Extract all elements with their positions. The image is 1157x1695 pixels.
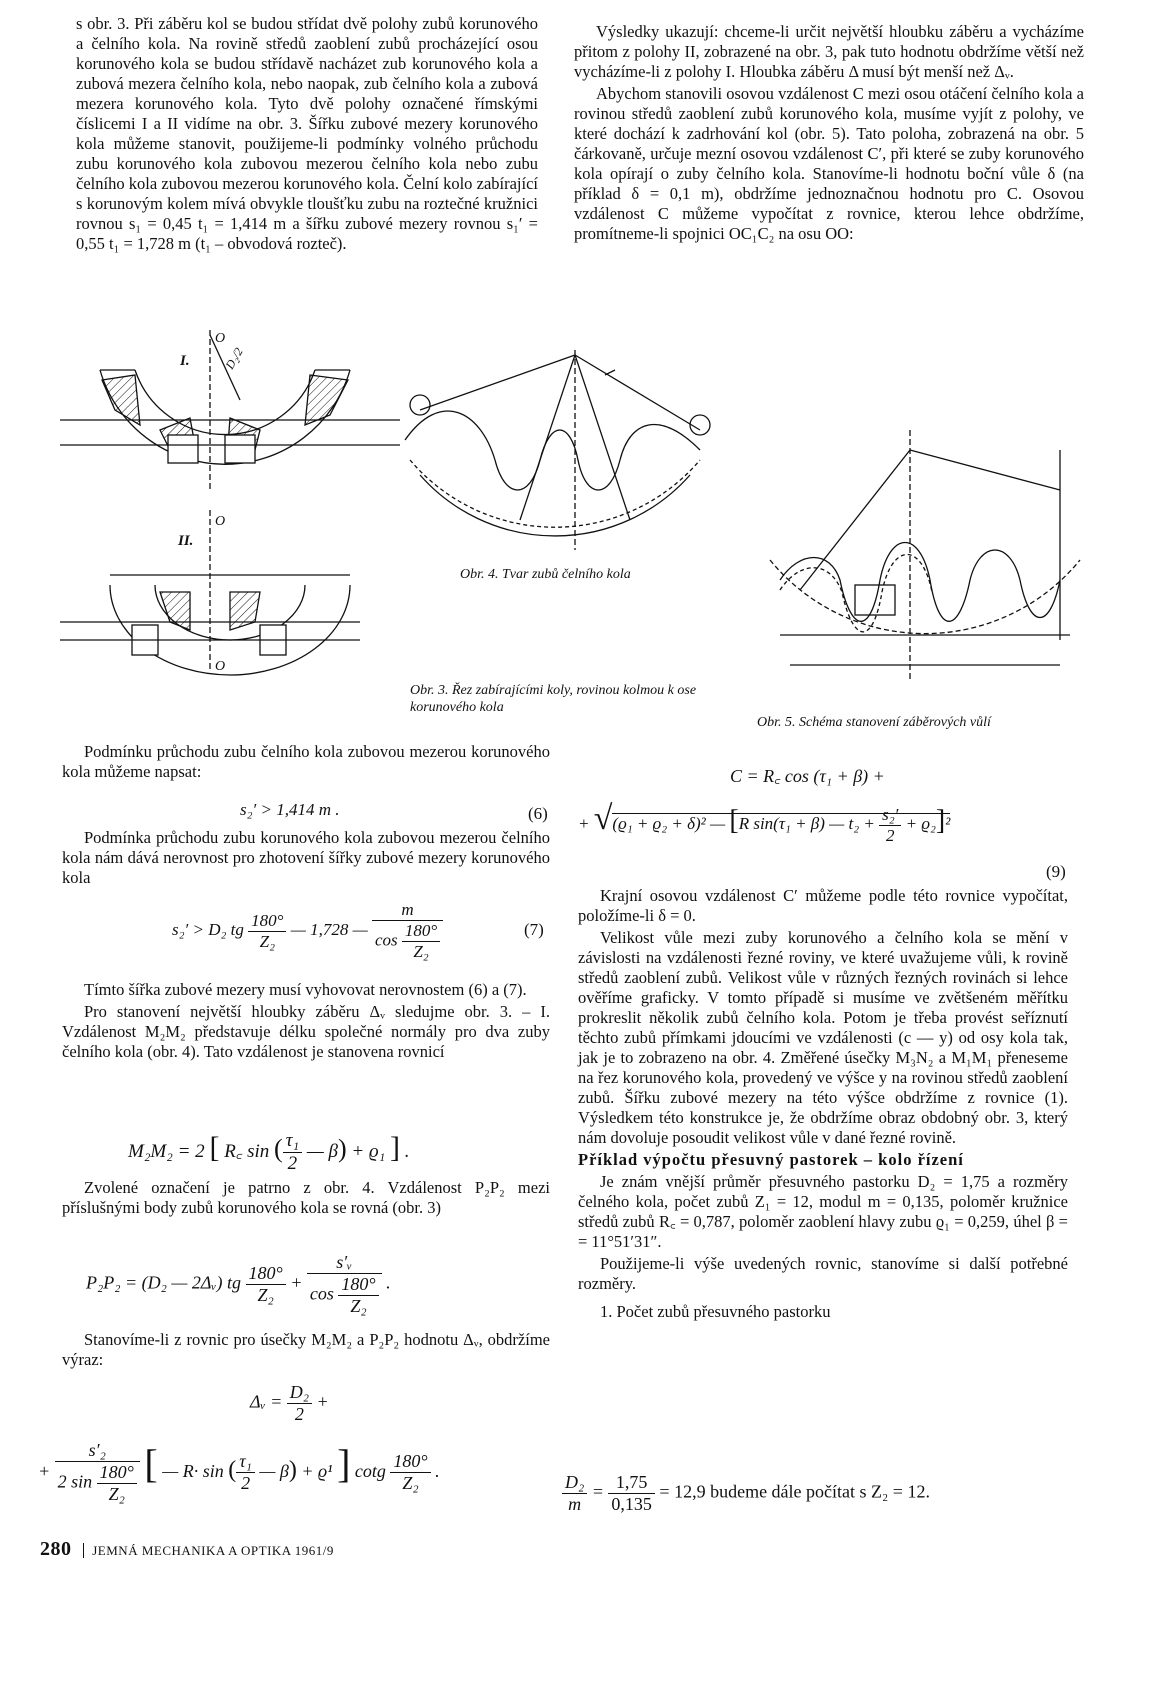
equation-p2p2: P₂P₂ = (D₂ — 2Δᵥ) tg $\frac{180^\circ}{\text{Z₂}}$ + s′ᵥ cos $\frac{180^\circ}{\text{Z₂}}$ . [86,1252,391,1316]
equation-6-number: (6) [528,804,548,823]
figure-4-caption: Obr. 4. Tvar zubů čelního kola [460,567,631,582]
figure-3-caption: Obr. 3. Řez zabírajícími koly, rovinou kolmou k ose korunového kola [410,683,697,715]
right-paragraph-6: Použijeme-li výše uvedených rovnic, stanovíme si další potřebné rozměry. [578,1254,1068,1293]
equation-9-top: C = R꜀ cos (τ₁ + β) + [730,766,885,786]
journal-name: JEMNÁ MECHANIKA A OPTIKA 1961/9 [83,1543,334,1558]
left-column-p3 [62,828,550,890]
left-column-p6 [62,1178,550,1220]
right-paragraph-3: Krajní osovou vzdálenost C′ můžeme podle této rovnice vypočítat, položíme-li δ = 0. [578,886,1068,925]
figure-3-label-D2: D₂/2 [222,345,246,372]
equation-6: s₂′ > 1,414 m . [240,800,340,819]
left-paragraph-1: s obr. 3. Při záběru kol se budou střídat dvě polohy zubů korunového a čelního kola. Na rovině středů zaoblení zubů procházející osou korunového kola se budou střídavě nacházet zub korunového kola a zubová mezera čelního kola, nebo naopak, zub čelního kola a zubová mezera korunového kola. Tyto dvě polohy označené římskými číslicemi I a II vidíme na obr. 3. Šířku zubové mezery korunového kola můžeme stanovit, použijeme-li podmínky volného průchodu zubu korunového kola zubovou mezerou čelního kola nebo zubu čelního kola zubovou mezerou korunového kola. Čelní kolo zabírající s korunovým kolem mívá obvykle tloušťku zubu na roztečné kružnici rovnou s₁ = 0,45 t₁ = 1,414 m a šířku zubové mezery rovnou s₁′ = 0,55 t₁ = 1,728 m (t₁ – obvodová rozteč). [76,14,538,253]
left-paragraph-5: Pro stanovení největší hloubky záběru Δᵥ sledujme obr. 3. – I. Vzdálenost M₂M₂ představuje délku společné normály pro dva zuby čelního kola (obr. 4). Tato vzdálenost je stanovena rovnicí [62,1002,550,1061]
example-heading: Příklad výpočtu přesuvný pastorek – kolo řízení [578,1150,964,1169]
left-paragraph-6: Zvolené označení je patrno z obr. 4. Vzdálenost P₂P₂ mezi příslušnými body zubů korunového kola se rovná (obr. 3) [62,1178,550,1217]
equation-delta-bottom: + s′₂ 2 sin $\frac{180^\circ}{\text{Z₂}}$ [ — R· sin ( $\frac{\text{τ₁}}{2}$ — β) + ϱ¹ ] cotg $\frac{180^\circ}{\text{Z₂}}$ . [38,1440,440,1505]
equation-z2-calc: $\frac{\text{D₂}}{m}$ = $\frac{1,75}{0,135}$ = 12,9 budeme dále počítat s Z₂ = 12. [562,1472,930,1515]
figure-5-drawing [760,430,1100,680]
page-footer [40,1538,334,1561]
list-item-1: 1. Počet zubů přesuvného pastorku [600,1302,831,1321]
equation-z2-result: = 12,9 budeme dále počítat s Z₂ = 12. [659,1481,930,1502]
equation-m2m2: M₂M₂ = 2 [ R꜀ sin ( $\frac{\text{τ₁}}{2}$ — β) + ϱ₁ ] . [128,1130,410,1174]
figure-3-label-II: II. [178,533,194,549]
left-column-p4 [62,980,550,1064]
equation-delta-top: Δᵥ = $\frac{\text{D₂}}{2}$ + [250,1382,329,1424]
left-paragraph-2: Podmínku průchodu zubu čelního kola zubovou mezerou korunového kola můžeme napsat: [62,742,550,781]
right-paragraph-2: Abychom stanovili osovou vzdálenost C mezi osou otáčení čelního kola a rovinou středů zaoblení zubů korunového kola, musíme vyjít z polohy, ve které dochází k zadrhování kol (obr. 5). Tato poloha, zobrazená na obr. 5 čárkovaně, určuje mezní osovou vzdálenost C′, při které se zuby korunového kola opírají o zuby čelního kola. Stanovíme-li hodnotu boční vůle δ (na příklad δ = 0,1 m), obdržíme jednoznačnou hodnotu pro C. Osovou vzdálenost C můžeme vypočítat z rovnice, kterou lehce obdržíme, promítneme-li spojnici OC₁C₂ na osu OO: [574,84,1084,243]
equation-9-number: (9) [1046,862,1066,881]
left-column-body [62,742,550,784]
figure-3-label-O-mid: O [215,514,226,529]
figure-5-caption: Obr. 5. Schéma stanovení záběrových vůlí [757,715,991,730]
page-number: 280 [40,1538,72,1560]
equation-7: s₂′ > D₂ tg $\frac{180^\circ}{\text{Z₂}}$ — 1,728 — m cos $\frac{180^\circ}{\text{Z₂}}$ [172,900,443,962]
left-column-p7 [62,1330,550,1372]
figure-3-label-O-top: O [215,331,226,346]
right-paragraph-5: Je znám vnější průměr přesuvného pastorku D₂ = 1,75 a rozměry čelného kola, počet zubů Z₁ = 12, modul m = 0,135, poloměr kružnice středů zubů R꜀ = 0,787, poloměr zaoblení hlavy zubu ϱ₁ = 0,259, úhel β = = 11°51′31″. [578,1172,1068,1251]
left-paragraph-7: Stanovíme-li z rovnic pro úsečky M₂M₂ a P₂P₂ hodnotu Δᵥ, obdržíme výraz: [62,1330,550,1369]
left-paragraph-4: Tímto šířka zubové mezery musí vyhovovat nerovnostem (6) a (7). [84,980,527,999]
equation-9-bottom: + √(ϱ₁ + ϱ₂ + δ)² — [R sin(τ₁ + β) — t₂ + $\frac{\text{s₂′}}{2}$ + ϱ₂]² [578,800,951,845]
equation-7-number: (7) [524,920,544,939]
right-paragraph-1: Výsledky ukazují: chceme-li určit největší hloubku záběru a vycházíme přitom z polohy II, zobrazené na obr. 3, pak tuto hodnotu obdržíme větší než vycházíme-li z polohy I. Hloubka záběru Δ musí být menší než Δᵥ. [574,22,1084,81]
left-paragraph-3: Podmínka průchodu zubu korunového kola zubovou mezerou čelního kola nám dává nerovnost pro zhotovení šířky zubové mezery korunového kola [62,828,550,887]
figure-3-label-O-bottom: O [215,659,226,674]
figure-3-label-I: I. [180,353,190,369]
right-paragraph-4: Velikost vůle mezi zuby korunového a čelního kola se mění v závislosti na vzdálenosti řezné roviny, ve které uvažujeme vůli, k rovině středů zaoblení zubů. Velikost vůle v různých řezných rovinách si lehce ověříme graficky. V tomto případě si musíme ve zvětšeném měřítku prokreslit několik zubů čelního kola. Potom je třeba provést seříznutí těchto zubů přímkami jdoucími ve vzdálenosti (c — y) od osy kola tak, jak je to zobrazeno na obr. 4. Změřené úsečky M₃N₂ a M₁M₁ přeneseme na řez korunového kola, provedený ve výšce y na rovinou středů zaoblení zubů. Šířku zubové mezery na této výšce obdržíme z rovnice (1). Výsledkem této konstrukce je, že obdržíme obraz obdobný obr. 3, který nám dovoluje posoudit velikost vůle v dané řezné rovině. [578,928,1068,1147]
figure-3-drawing [60,330,400,730]
right-column-body [578,886,1068,1324]
figure-4-drawing [400,350,720,550]
left-column-intro [76,14,538,256]
right-column-intro [574,22,1084,246]
